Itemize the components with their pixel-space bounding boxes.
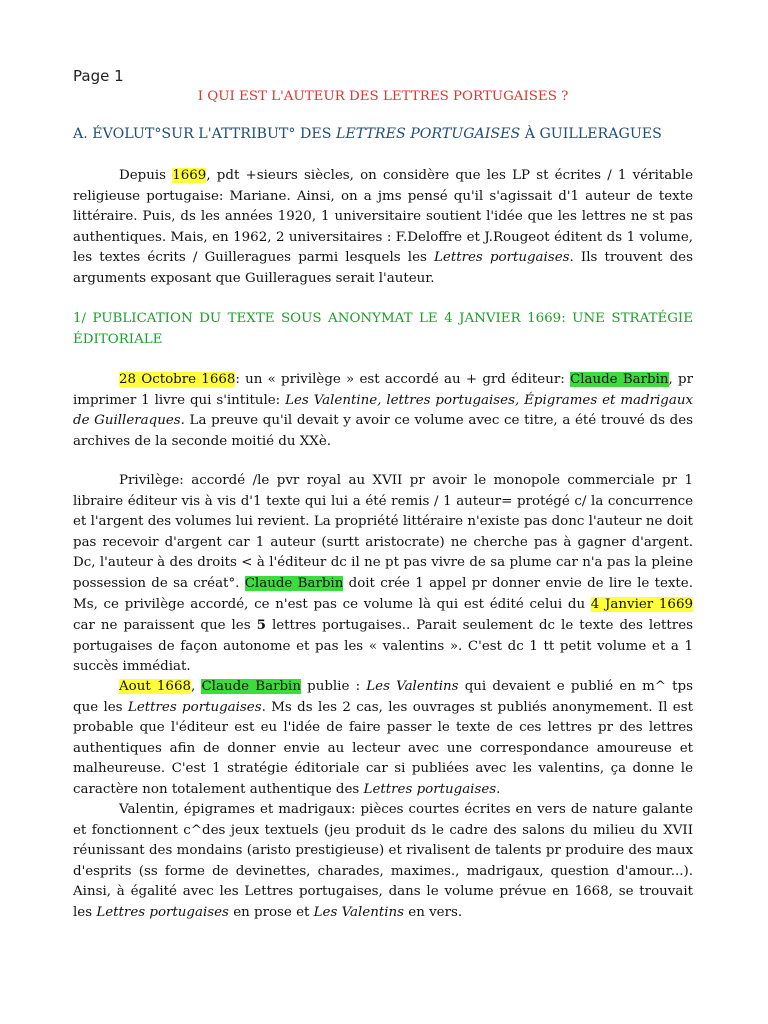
p4-text-2: publie : [300,679,367,694]
p5-text-1: Valentin, épigrames et madrigaux: pièces courtes écrites en vers de nature galante et fonctionnent c^des jeux textuels (jeu produit ds le cadre des salons du milieu du XVII réunissant des mondains (aristo prestigieuse) et rivalisent de talents pr produire des maux d'esprits (ss forme de devinettes, charades, maximes., madrigaux, question d'amour...). Ainsi, à égalité avec les Lettres portugaises, dans le volume prévue en 1668, se trouvait les [73,802,693,920]
paragraph-3 [73,471,693,678]
p1-text-1: Depuis [119,168,173,183]
p4-highlight-date: Aout 1668 [119,679,191,694]
p3-text-4: lettres portugaises.. Parait seulement dc le texte des lettres portugaises de façon autonome et pas les « valentins ». C'est dc 1 tt petit volume et a 1 succès immédiat. [73,618,693,675]
p3-highlight-name: Claude Barbin [244,575,344,591]
p4-text-5: . [496,781,501,797]
p1-highlight-year: 1669 [172,168,207,183]
p2-text-2: , pr imprimer 1 livre qui s'intitule: [73,372,694,408]
p1-italic: Lettres portugaises [434,250,570,266]
p2-italic: Les Valentine, lettres portugaises, Épigrames et madrigaux de Guilleraques. [73,392,693,429]
section-a-prefix: A. ÉVOLUT°SUR L'ATTRIBUT° DES [73,126,336,142]
p2-highlight-date: 28 Octobre 1668 [119,372,236,387]
p3-text-2: doit crée 1 appel pr donner envie de lire le texte. Ms, ce privilège accordé, ce n'est pas ce volume là qui est édité celui du [73,575,693,612]
section-heading-a [73,124,693,145]
p4-italic-2: Lettres portugaises [127,699,262,715]
p4-text-1: , [191,679,202,694]
document-title: I QUI EST L'AUTEUR DES LETTRES PORTUGAISES ? [197,89,569,104]
p3-text-1: Privilège: accordé /le pvr royal au XVII pr avoir le monopole commerciale pr 1 libraire éditeur vis à vis d'1 texte qui lui a été remis / 1 auteur= protégé c/ la concurrence et l'argent des volumes lui revient. La propriété littéraire n'existe pas donc l'auteur ne doit pas recevoir d'argent car 1 auteur (surtt aristocrate) ne cherche pas à gagner d'argent. Dc, l'auteur à des droits < à l'éditeur dc il ne pt pas vivre de sa plume car n'a pas la pleine possession de sa créat°. [73,473,693,591]
section-a-italic: LETTRES PORTUGAISES [335,126,521,142]
paragraph-2 [73,370,693,452]
p3-bold-count: 5 [256,617,266,634]
paragraph-1 [73,166,693,290]
p1-text-2: , pdt +sieurs siècles, on considère que les LP st écrites / 1 véritable religieuse portugaise: Mariane. Ainsi, on a jms pensé qu'il s'agissait d'1 auteur de texte littéraire. Puis, ds les années 1920, 1 universitaire soutient l'idée que les lettres ne st pas authentiques. Mais, en 1962, 2 universitaires : F.Deloffre et J.Rougeot éditent ds 1 volume, les textes écrits / Guilleragues parmi lesquels les [73,168,693,266]
p5-text-3: en vers. [404,904,463,920]
p2-text-3: La preuve qu'il devait y avoir ce volume avec ce titre, a été trouvé ds des archives de la seconde moitié du XXè. [73,413,693,449]
p5-italic-1: Lettres portugaises [96,904,229,920]
p5-text-2: en prose et [228,904,314,920]
paragraph-4 [73,677,693,801]
p4-italic-1: Les Valentins [366,679,459,694]
p4-text-4: . Ms ds les 2 cas, les ouvrages st publiés anonymement. Il est probable que l'éditeur est eu l'idée de faire passer le texte de ces lettres pr des lettres authentiques afin de donner envie au lecteur avec une correspondance amoureuse et malheureuse. C'est 1 stratégie éditoriale car si publiées avec les valentins, ça donne le caractère non totalement authentique des [73,699,693,797]
p4-text-3: qui devaient e publié en m^ tps que les [73,679,693,715]
p4-highlight-name: Claude Barbin [201,679,301,694]
p3-highlight-date: 4 Janvier 1669 [590,596,693,612]
paragraph-5 [73,800,693,924]
p2-highlight-name: Claude Barbin [569,372,669,387]
p2-text-1: : un « privilège » est accordé au + grd éditeur: [235,372,570,387]
section-heading-1: 1/ PUBLICATION DU TEXTE SOUS ANONYMAT LE 4 JANVIER 1669: UNE STRATÉGIE ÉDITORIALE [73,311,693,347]
p5-italic-2: Les Valentins [313,904,405,920]
p3-text-3: car ne paraissent que les [73,618,257,634]
p1-text-3: . Ils trouvent des arguments exposant que Guilleragues serait l'auteur. [73,250,693,286]
page-header: Page 1 [73,67,124,85]
section-a-suffix: À GUILLERAGUES [520,126,662,142]
p4-italic-3: Lettres portugaises [363,781,497,797]
